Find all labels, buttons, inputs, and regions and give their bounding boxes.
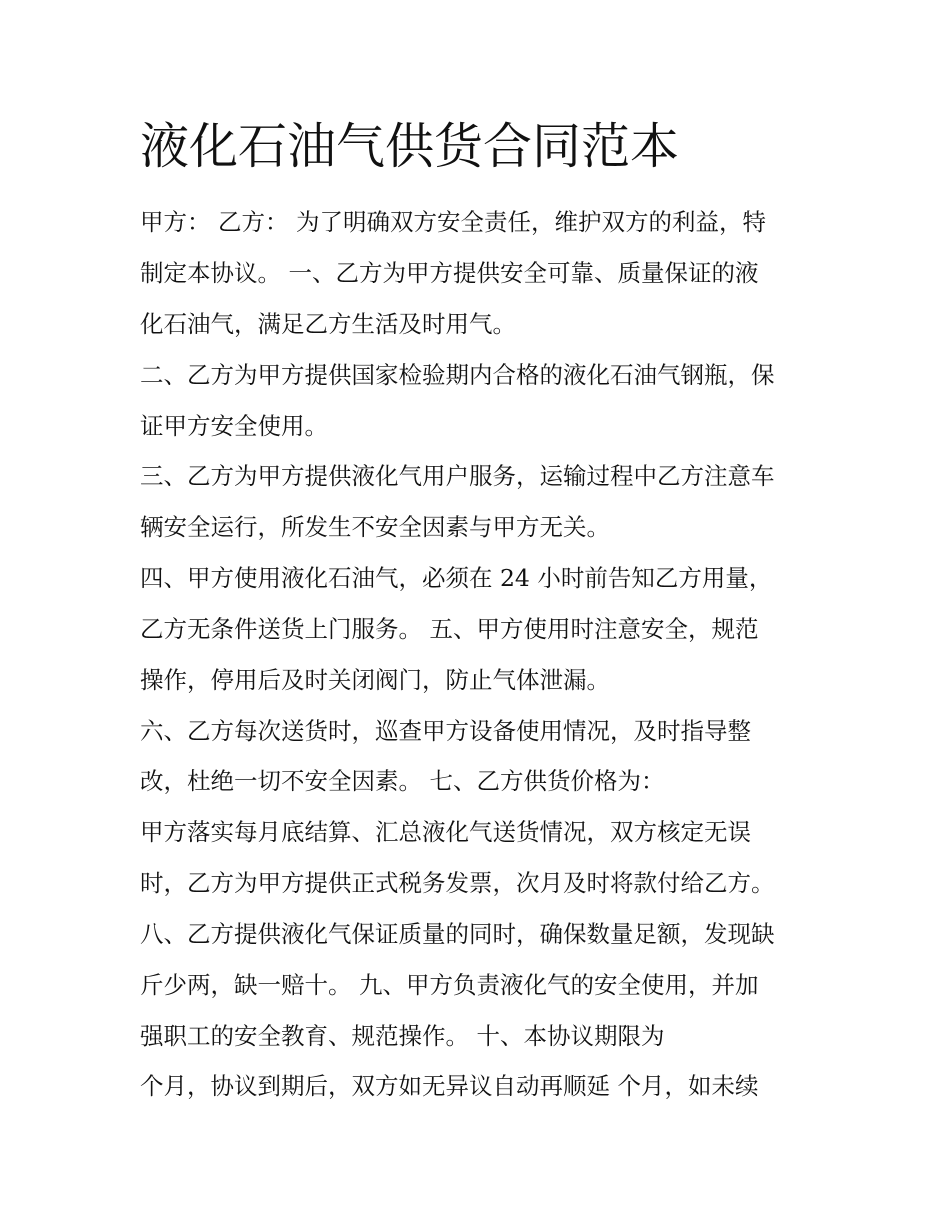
body-line: 操作，停用后及时关闭阀门，防止气体泄漏。 — [140, 666, 610, 694]
body-line: 八、乙方提供液化气保证质量的同时，确保数量足额，发现缺 — [140, 920, 775, 948]
body-line: 二、乙方为甲方提供国家检验期内合格的液化石油气钢瓶，保 — [140, 361, 775, 389]
body-line: 六、乙方每次送货时，巡查甲方设备使用情况，及时指导整 — [140, 717, 751, 745]
body-line: 三、乙方为甲方提供液化气用户服务，运输过程中乙方注意车 — [140, 462, 775, 490]
body-line: 乙方无条件送货上门服务。 五、甲方使用时注意安全，规范 — [140, 615, 759, 643]
body-line: 强职工的安全教育、规范操作。 十、本协议期限为 — [140, 1022, 665, 1050]
body-line: 甲方： 乙方： 为了明确双方安全责任，维护双方的利益，特 — [140, 208, 766, 236]
body-line: 四、甲方使用液化石油气，必须在 24 小时前告知乙方用量， — [140, 564, 773, 592]
document-title: 液化石油气供货合同范本 — [140, 118, 680, 175]
body-line: 斤少两，缺一赔十。 九、甲方负责液化气的安全使用，并加 — [140, 971, 759, 999]
body-line: 制定本协议。 一、乙方为甲方提供安全可靠、质量保证的液 — [140, 259, 759, 287]
body-line: 辆安全运行，所发生不安全因素与甲方无关。 — [140, 513, 610, 541]
body-line: 改，杜绝一切不安全因素。 七、乙方供货价格为： — [140, 767, 665, 795]
body-line: 甲方落实每月底结算、汇总液化气送货情况，双方核定无误 — [140, 818, 751, 846]
body-line: 个月，协议到期后，双方如无异议自动再顺延 个月，如未续 — [140, 1072, 759, 1100]
body-line: 时，乙方为甲方提供正式税务发票，次月及时将款付给乙方。 — [140, 869, 775, 897]
body-line: 化石油气，满足乙方生活及时用气。 — [140, 310, 516, 338]
body-line: 证甲方安全使用。 — [140, 412, 328, 440]
